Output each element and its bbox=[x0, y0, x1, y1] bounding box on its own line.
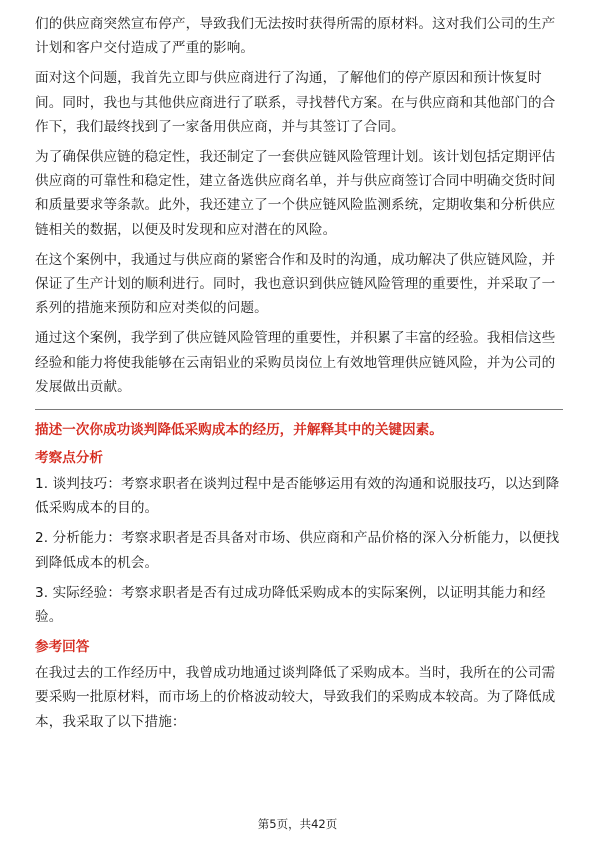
paragraph-continuation: 们的供应商突然宣布停产，导致我们无法按时获得所需的原材料。这对我们公司的生产计划和客户交付造成了严重的影响。 bbox=[35, 16, 556, 57]
interview-question: 描述一次你成功谈判降低采购成本的经历，并解释其中的关键因素。 bbox=[35, 422, 443, 439]
analysis-item: 2. 分析能力：考察求职者是否具备对市场、供应商和产品价格的深入分析能力，以便找到降低成本的机会。 bbox=[35, 530, 560, 571]
paragraph-response: 面对这个问题，我首先立即与供应商进行了沟通，了解他们的停产原因和预计恢复时间。同时，我也与其他供应商进行了联系，寻找替代方案。在与供应商和其他部门的合作下，我们最终找到了一家备用供应商，并与其签订了合同。 bbox=[35, 70, 556, 135]
analysis-heading: 考察点分析 bbox=[35, 450, 103, 467]
analysis-item: 3. 实际经验：考察求职者是否有过成功降低采购成本的实际案例，以证明其能力和经验。 bbox=[35, 584, 546, 626]
analysis-list bbox=[35, 472, 563, 629]
paragraph-case-result: 在这个案例中，我通过与供应商的紧密合作和及时的沟通，成功解决了供应链风险，并保证了生产计划的顺利进行。同时，我也意识到供应链风险管理的重要性，并采取了一系列的措施来预防和应对类似的问题。 bbox=[35, 251, 556, 317]
analysis-item: 1. 谈判技巧：考察求职者在谈判过程中是否能够运用有效的沟通和说服技巧，以达到降低采购成本的目的。 bbox=[35, 476, 560, 517]
paragraph-conclusion: 通过这个案例，我学到了供应链风险管理的重要性，并积累了丰富的经验。我相信这些经验和能力将使我能够在云南铝业的采购员岗位上有效地管理供应链风险，并为公司的发展做出贡献。 bbox=[35, 330, 556, 395]
section-divider bbox=[35, 409, 563, 410]
reference-answer: 在我过去的工作经历中，我曾成功地通过谈判降低了采购成本。当时，我所在的公司需要采购一批原材料，而市场上的价格波动较大，导致我们的采购成本较高。为了降低成本，我采取了以下措施： bbox=[35, 665, 556, 730]
page-footer: 第5页，共42页 bbox=[257, 817, 338, 831]
reference-heading: 参考回答 bbox=[35, 639, 90, 656]
document-body bbox=[35, 12, 563, 740]
paragraph-risk-plan: 为了确保供应链的稳定性，我还制定了一套供应链风险管理计划。该计划包括定期评估供应商的可靠性和稳定性，建立备选供应商名单，并与供应商签订合同中明确交货时间和质量要求等条款。此外，我还建立了一个供应链风险监测系统，定期收集和分析供应链相关的数据，以便及时发现和应对潜在的风险。 bbox=[35, 149, 556, 238]
